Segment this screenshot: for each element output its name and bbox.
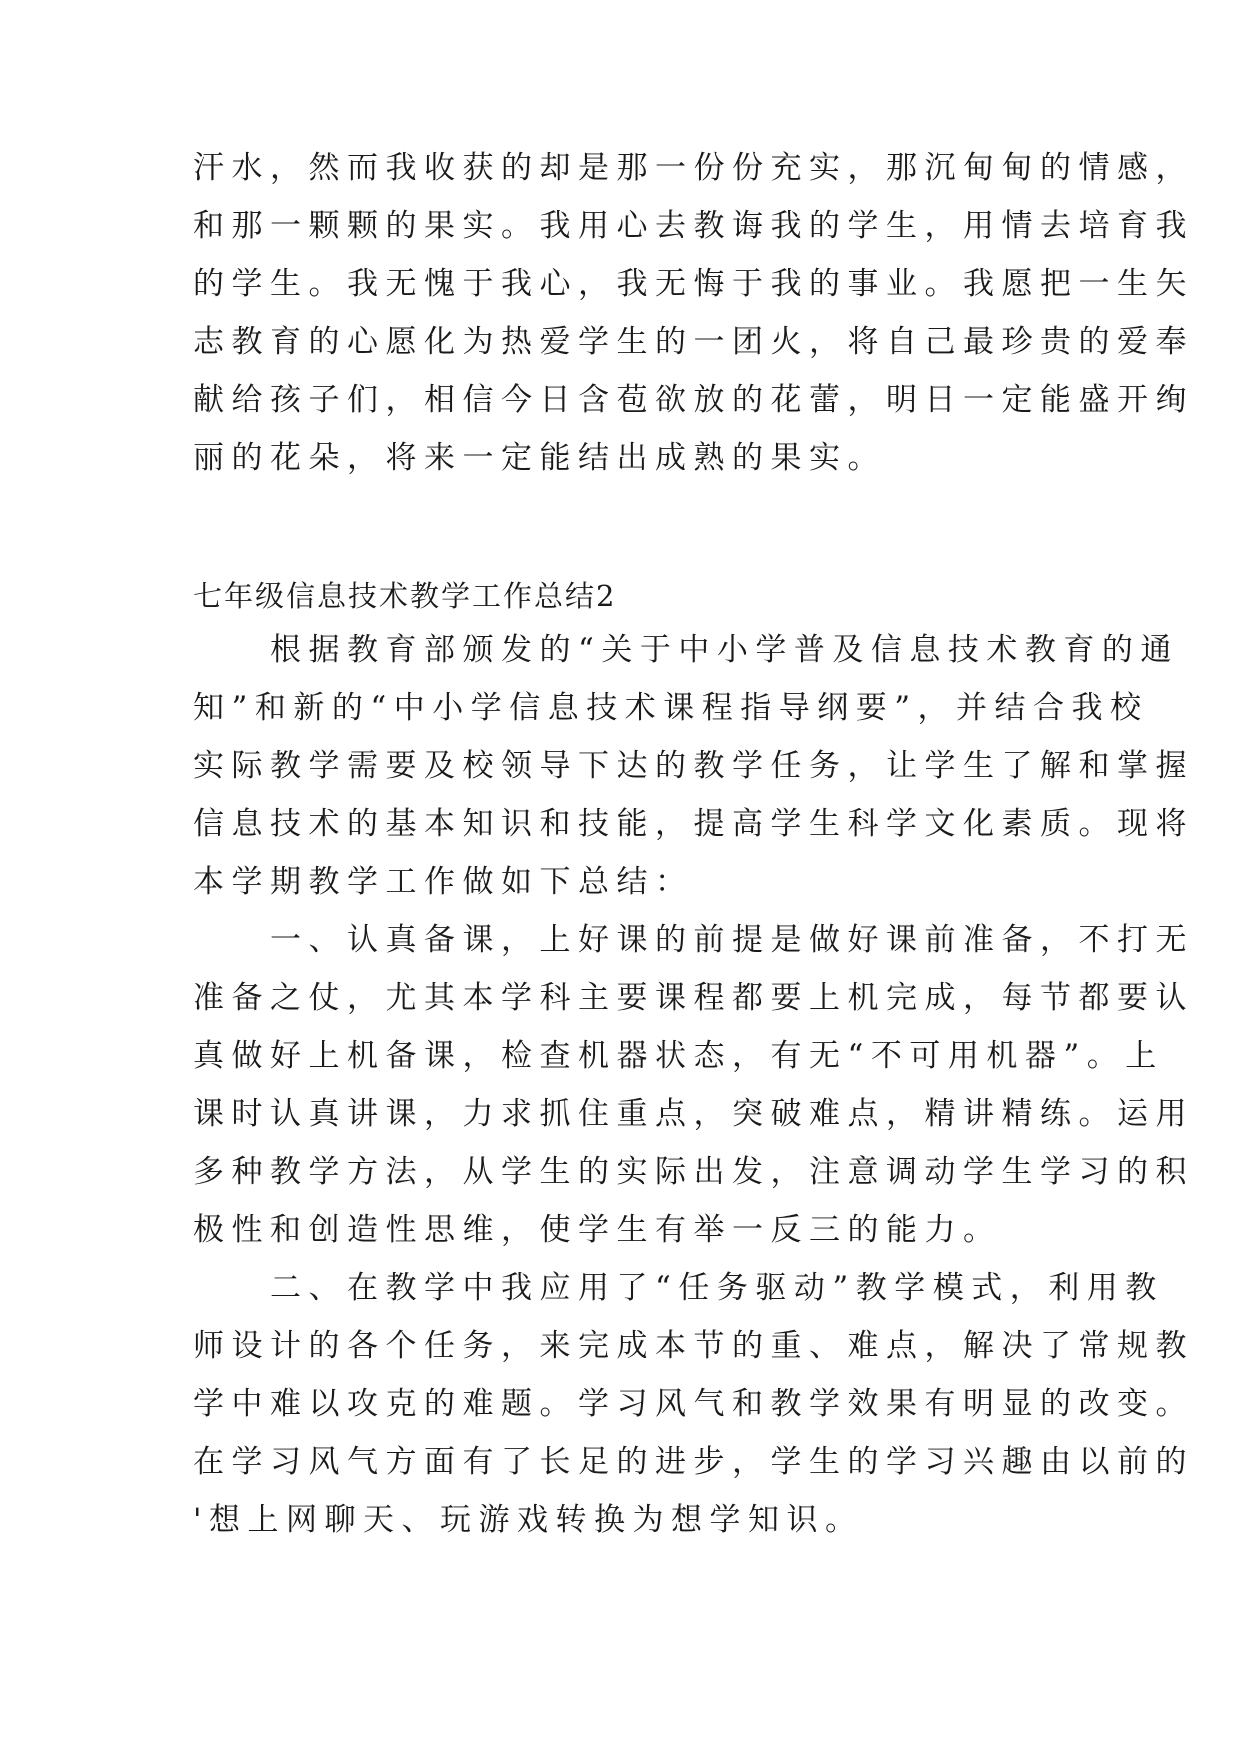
text-line: 准备之仗，尤其本学科主要课程都要上机完成，每节都要认 <box>193 980 1194 1016</box>
text-line: 信息技术的基本知识和技能，提高学生科学文化素质。现将 <box>193 806 1194 842</box>
text-line: 课时认真讲课，力求抓住重点，突破难点，精讲精练。运用 <box>193 1096 1194 1132</box>
text-line: 丽的花朵，将来一定能结出成熟的果实。 <box>193 440 886 476</box>
text-line: 根据教育部颁发的“关于中小学普及信息技术教育的通 <box>193 632 1179 668</box>
text-line: 本学期教学工作做如下总结： <box>193 864 694 900</box>
text-line: 二、在教学中我应用了“任务驱动”教学模式，利用教 <box>193 1270 1164 1306</box>
text-line: '想上网聊天、玩游戏转换为想学知识。 <box>193 1502 864 1538</box>
text-line: 志教育的心愿化为热爱学生的一团火，将自己最珍贵的爱奉 <box>193 324 1194 360</box>
text-line: 和那一颗颗的果实。我用心去教诲我的学生，用情去培育我 <box>193 208 1194 244</box>
text-line: 献给孩子们，相信今日含苞欲放的花蕾，明日一定能盛开绚 <box>193 382 1194 418</box>
section-title: 七年级信息技术教学工作总结2 <box>193 579 617 613</box>
text-line: 汗水，然而我收获的却是那一份份充实，那沉甸甸的情感， <box>193 150 1194 186</box>
text-line: 知”和新的“中小学信息技术课程指导纲要”，并结合我校 <box>193 690 1149 726</box>
text-line: 在学习风气方面有了长足的进步，学生的学习兴趣由以前的 <box>193 1444 1194 1480</box>
text-line: 学中难以攻克的难题。学习风气和教学效果有明显的改变。 <box>193 1386 1194 1422</box>
text-line: 师设计的各个任务，来完成本节的重、难点，解决了常规教 <box>193 1328 1194 1364</box>
text-line: 的学生。我无愧于我心，我无悔于我的事业。我愿把一生矢 <box>193 266 1194 302</box>
text-line: 实际教学需要及校领导下达的教学任务，让学生了解和掌握 <box>193 748 1194 784</box>
text-line: 真做好上机备课，检查机器状态，有无“不可用机器”。上 <box>193 1038 1164 1074</box>
text-line: 多种教学方法，从学生的实际出发，注意调动学生学习的积 <box>193 1154 1194 1190</box>
text-line: 一、认真备课，上好课的前提是做好课前准备，不打无 <box>193 922 1194 958</box>
text-line: 极性和创造性思维，使学生有举一反三的能力。 <box>193 1212 1002 1248</box>
